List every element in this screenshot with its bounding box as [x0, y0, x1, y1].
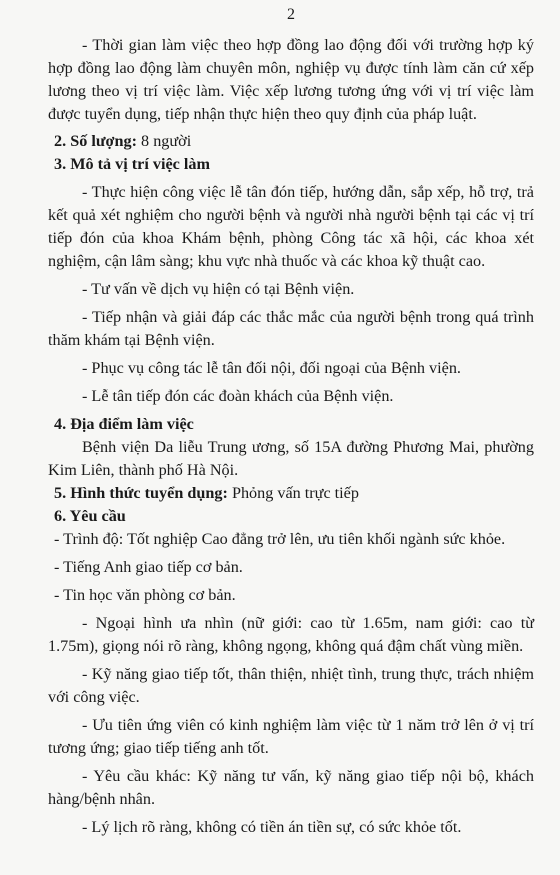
paragraph-delegations: - Lễ tân tiếp đón các đoàn khách của Bệnh viện.: [82, 387, 394, 405]
requirement-experience: - Ưu tiên ứng viên có kinh nghiệm làm việc từ 1 năm trở lên ở vị trí tương ứng; giao tiếp tiếng anh tốt.: [48, 716, 534, 757]
requirement-education: - Trình độ: Tốt nghiệp Cao đẳng trở lên, ưu tiên khối ngành sức khỏe.: [54, 530, 506, 548]
quantity-value: 8 người: [137, 132, 192, 150]
heading-quantity: [48, 130, 534, 153]
paragraph-reception-duties: - Thực hiện công việc lễ tân đón tiếp, hướng dẫn, sắp xếp, hỗ trợ, trả kết quả xét nghiệm cho người bệnh và người nhà người bệnh tại các vị trí tiếp đón của khoa Khám bệnh, phòng Công tác xã hội, các khoa xét nghiệm, cận lâm sàng; khu vực nhà thuốc và các khoa kỹ thuật cao.: [48, 183, 534, 270]
heading-requirements: 6. Yêu cầu: [54, 507, 126, 525]
paragraph-protocol: - Phục vụ công tác lễ tân đối nội, đối ngoại của Bệnh viện.: [82, 359, 461, 377]
paragraph-workplace-address: Bệnh viện Da liễu Trung ương, số 15A đường Phương Mai, phường Kim Liên, thành phố Hà Nội.: [48, 438, 534, 479]
paragraph-consulting: - Tư vấn về dịch vụ hiện có tại Bệnh viện.: [82, 280, 355, 298]
heading-workplace: 4. Địa điểm làm việc: [54, 415, 194, 433]
requirement-other: - Yêu cầu khác: Kỹ năng tư vấn, kỹ năng giao tiếp nội bộ, khách hàng/bệnh nhân.: [48, 767, 534, 808]
requirement-office-it: - Tin học văn phòng cơ bản.: [54, 586, 236, 604]
requirement-background: - Lý lịch rõ ràng, không có tiền án tiền sự, có sức khỏe tốt.: [82, 818, 462, 836]
recruitment-form-value: Phỏng vấn trực tiếp: [227, 484, 359, 502]
heading-job-description: 3. Mô tả vị trí việc làm: [54, 155, 210, 173]
paragraph-questions: - Tiếp nhận và giải đáp các thắc mắc của người bệnh trong quá trình thăm khám tại Bệnh viện.: [48, 308, 534, 349]
paragraph-working-time: - Thời gian làm việc theo hợp đồng lao động đối với trường hợp ký hợp đồng lao động làm chuyên môn, nghiệp vụ được tính làm căn cứ xếp lương theo vị trí việc làm. Việc xếp lương tương ứng với vị trí việc làm được tuyển dụng, tiếp nhận thực hiện theo quy định của pháp luật.: [48, 36, 534, 123]
requirement-appearance: - Ngoại hình ưa nhìn (nữ giới: cao từ 1.65m, nam giới: cao từ 1.75m), giọng nói rõ ràng, không ngọng, không quá đậm chất vùng miền.: [48, 614, 534, 655]
requirement-english: - Tiếng Anh giao tiếp cơ bản.: [54, 558, 243, 576]
heading-recruitment-form-label: 5. Hình thức tuyển dụng:: [54, 484, 228, 502]
heading-quantity-label: 2. Số lượng:: [54, 132, 137, 150]
requirement-communication: - Kỹ năng giao tiếp tốt, thân thiện, nhiệt tình, trung thực, trách nhiệm với công việc.: [48, 665, 534, 706]
heading-recruitment-form: [48, 482, 534, 505]
page-number: 2: [287, 6, 295, 23]
